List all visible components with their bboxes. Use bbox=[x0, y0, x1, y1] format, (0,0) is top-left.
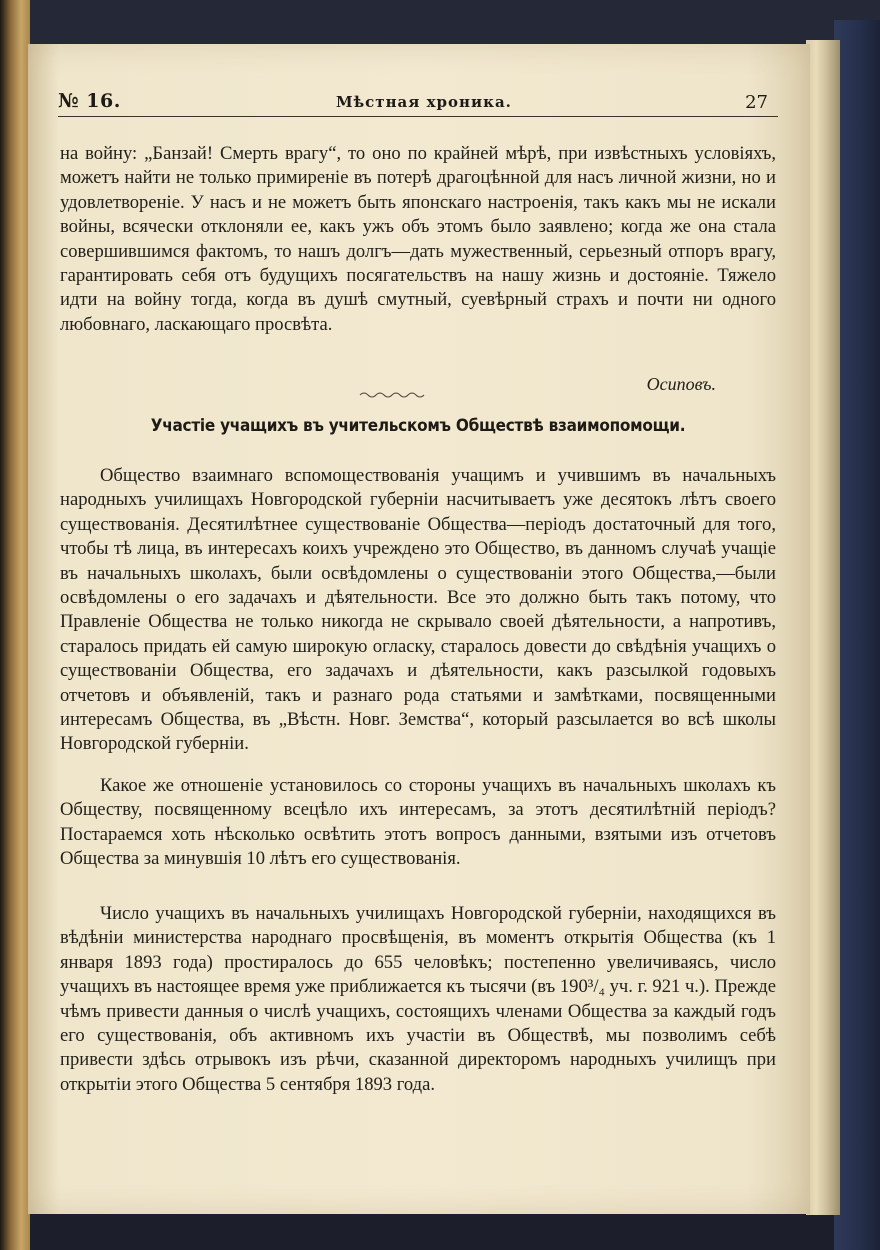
section-heading: Мѣстная хроника. bbox=[336, 93, 512, 111]
page bbox=[28, 44, 810, 1214]
article-title: Участіе учащихъ въ учительскомъ Обществѣ взаимопомощи. bbox=[150, 416, 686, 436]
book-binding bbox=[0, 0, 30, 1250]
page-stack-edge bbox=[806, 40, 840, 1215]
paragraph-3: Число учащихъ въ начальныхъ училищахъ Новгородской губерніи, находящихся въ вѣдѣніи министерства народнаго просвѣщенія, въ моментъ открытія Общества (къ 1 января 1893 года) простиралось до 655 человѣкъ; постепенно увеличиваясь, число учащихъ въ настоящее время уже приближается къ тысячи (въ 190³/₄ уч. г. 921 ч.). Прежде чѣмъ привести данныя о числѣ учащихъ, состоящихъ членами Общества за каждый годъ его существованія, объ активномъ ихъ участіи въ Обществѣ, мы позволимъ себѣ привести здѣсь отрывокъ изъ рѣчи, сказанной директоромъ народныхъ училищъ при открытіи этого Общества 5 сентября 1893 года. bbox=[60, 903, 776, 1095]
paragraph-2: Какое же отношеніе установилось со стороны учащихъ въ начальныхъ школахъ къ Обществу, посвященному всецѣло ихъ интересамъ, за этотъ десятилѣтній періодъ? Постараемся хоть нѣсколько освѣтить этотъ вопросъ данными, взятыми изъ отчетовъ Общества за минувшія 10 лѣтъ его существованія. bbox=[60, 775, 776, 870]
paragraph-intro: на войну: „Банзай! Смерть врагу“, то оно по крайней мѣрѣ, при извѣстныхъ условіяхъ, можетъ найти не только примиреніе въ потерѣ драгоцѣнной для насъ личной жизни, но и удовлетвореніе. У насъ и не можетъ быть японскаго настроенія, такъ какъ мы не искали войны, всячески отклоняли ее, какъ ужъ объ этомъ было заявлено; когда же она стала совершившимся фактомъ, то нашъ долгъ—дать мужественный, серьезный отпоръ врагу, гарантировать себя отъ будущихъ посягательствъ на нашу жизнь и достояніе. Тяжело идти на войну тогда, когда въ душѣ смутный, суевѣрный страхъ и почти ни одного любовнаго, ласкающаго просвѣта. bbox=[60, 143, 776, 335]
author-signature: Осиповъ. bbox=[646, 374, 716, 394]
page-number: 27 bbox=[745, 92, 768, 113]
book-cover-edge bbox=[834, 20, 880, 1250]
divider-ornament bbox=[358, 390, 428, 400]
issue-number: № 16. bbox=[58, 90, 121, 112]
paragraph-1: Общество взаимнаго вспомоществованія учащимъ и учившимъ въ начальныхъ народныхъ училищахъ Новгородской губерніи насчитываетъ уже десятокъ лѣтъ своего существованія. Десятилѣтнее существованіе Общества—періодъ достаточный для того, чтобы тѣ лица, въ интересахъ коихъ учреждено это Общество, въ данномъ случаѣ учащіе въ начальныхъ школахъ, были освѣдомлены о существованіи этого Общества,—были освѣдомлены о его задачахъ и дѣятельности. Все это должно быть такъ потому, что Правленіе Общества не только никогда не скрывало своей дѣятельности, а напротивъ, старалось придать ей самую широкую огласку, старалось довести до свѣдѣнія учащихъ о существованіи Общества, его задачахъ и дѣятельности, какъ разсылкой годовыхъ отчетовъ и объявленій, такъ и разнаго рода статьями и замѣтками, посвященными интересамъ Общества, въ „Вѣстн. Новг. Земства“, который разсылается во всѣ школы Новгородской губерніи. bbox=[60, 465, 776, 755]
header-rule bbox=[58, 116, 778, 117]
